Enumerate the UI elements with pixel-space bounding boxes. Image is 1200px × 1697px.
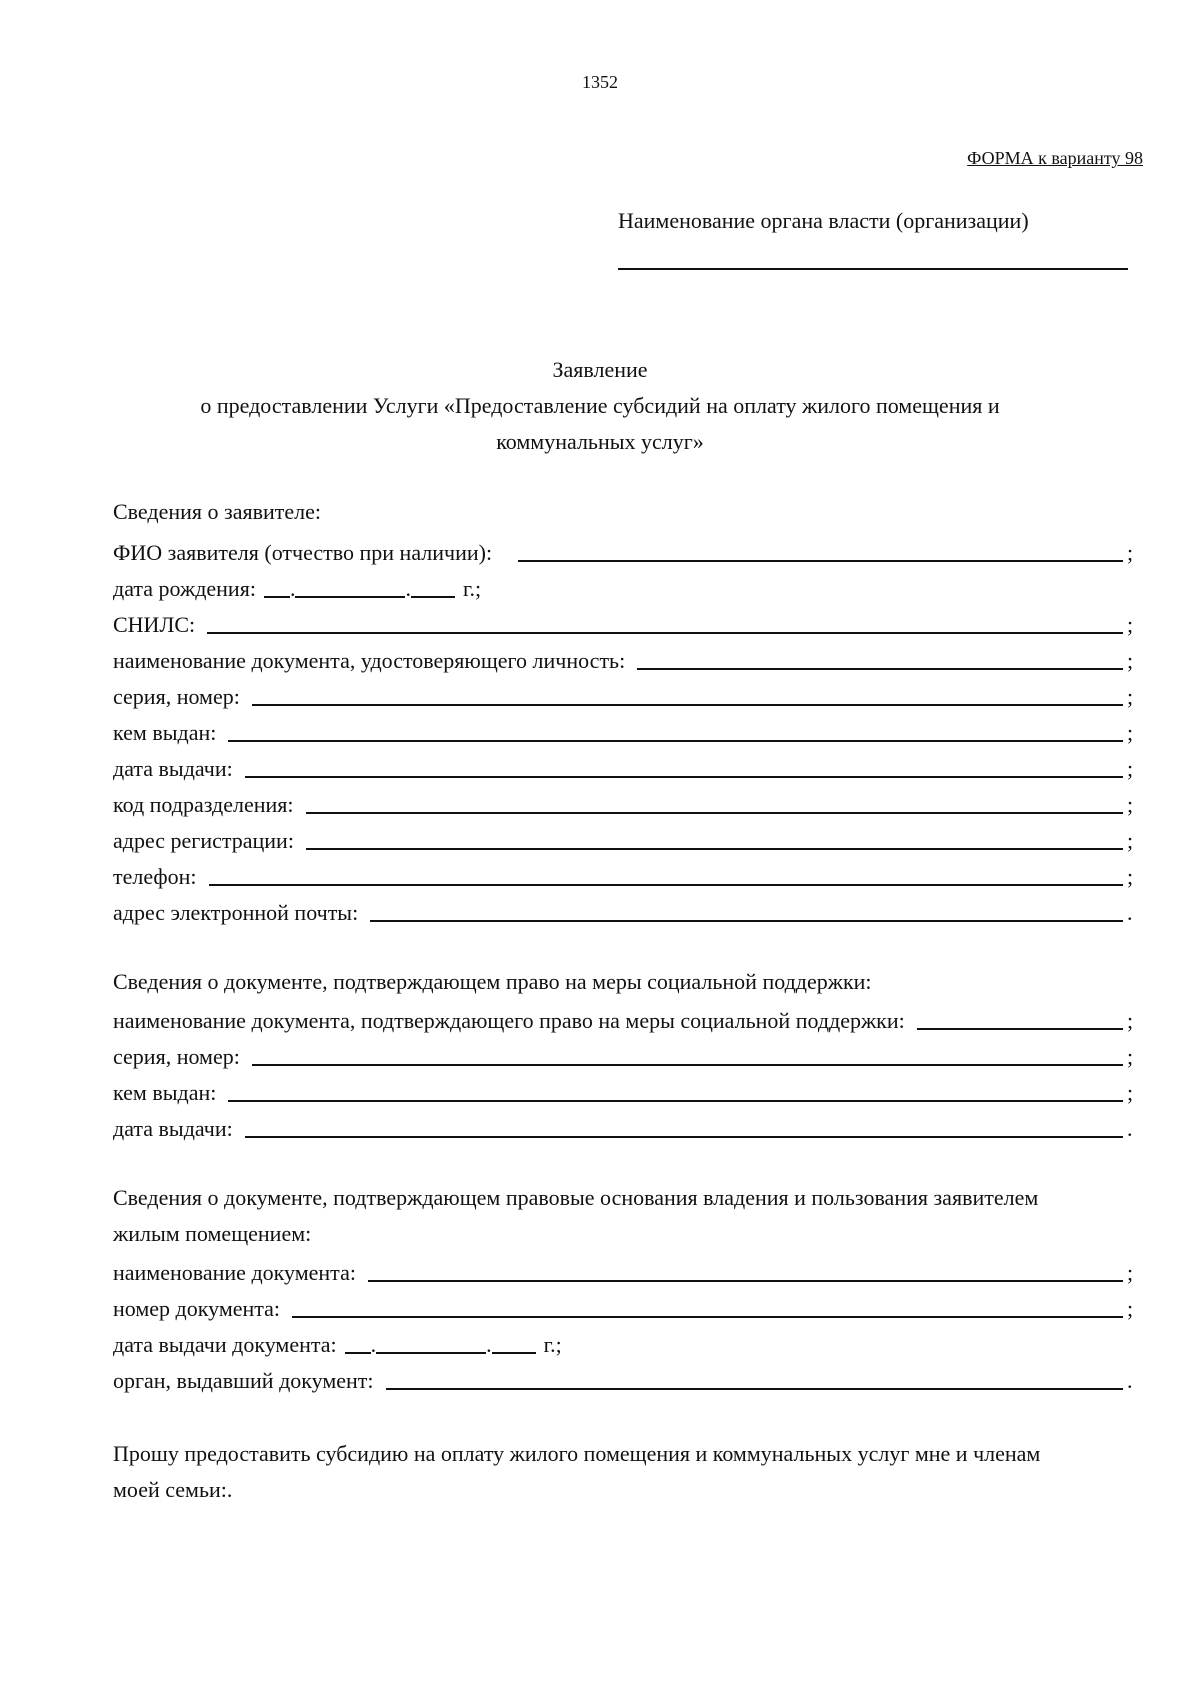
page-number: 1352: [582, 72, 618, 92]
email-row: [113, 892, 1137, 928]
phone-field[interactable]: [209, 864, 1123, 886]
series-end: ;: [1127, 684, 1134, 709]
ownership-day-field[interactable]: [345, 1332, 371, 1354]
reg-address-row: [113, 820, 1137, 856]
ownership-issuer-label: орган, выдавший документ:: [113, 1368, 374, 1393]
ownership-heading-line-1: Сведения о документе, подтверждающем правовые основания владения и пользования заявителем: [113, 1185, 1039, 1210]
email-end: .: [1127, 900, 1133, 925]
fio-label: ФИО заявителя (отчество при наличии):: [113, 540, 493, 565]
birth-month-field[interactable]: [295, 576, 405, 598]
id-doc-field[interactable]: [637, 648, 1123, 670]
issue-date-row: [113, 748, 1137, 784]
phone-label: телефон:: [113, 864, 197, 889]
ownership-doc-number-label: номер документа:: [113, 1296, 281, 1321]
phone-end: ;: [1127, 864, 1134, 889]
support-series-end: ;: [1127, 1044, 1134, 1069]
fio-field[interactable]: [518, 540, 1123, 562]
birth-suffix: г.;: [462, 576, 482, 601]
support-issued-by-row: [113, 1072, 1137, 1108]
support-issued-by-end: ;: [1127, 1080, 1134, 1105]
support-series-row: [113, 1036, 1137, 1072]
issued-by-field[interactable]: [228, 720, 1123, 742]
dept-code-row: [113, 784, 1137, 820]
support-issue-date-end: .: [1127, 1116, 1133, 1141]
dept-code-end: ;: [1127, 792, 1134, 817]
phone-row: [113, 856, 1137, 892]
birth-sep-2: .: [405, 576, 411, 601]
issue-date-label: дата выдачи:: [113, 756, 233, 781]
birth-day-field[interactable]: [264, 576, 290, 598]
ownership-heading-line-2: жилым помещением:: [113, 1221, 312, 1246]
id-doc-row: [113, 640, 1137, 676]
authority-field[interactable]: [618, 268, 1128, 270]
birth-date-label: дата рождения:: [113, 576, 256, 601]
reg-address-end: ;: [1127, 828, 1134, 853]
ownership-doc-number-field[interactable]: [292, 1296, 1123, 1318]
title-line-1: Заявление: [552, 357, 648, 382]
dept-code-field[interactable]: [306, 792, 1123, 814]
dept-code-label: код подразделения:: [113, 792, 294, 817]
ownership-issue-date-label: дата выдачи документа:: [113, 1332, 337, 1357]
series-field[interactable]: [252, 684, 1123, 706]
issue-date-field[interactable]: [245, 756, 1123, 778]
birth-sep-1: .: [289, 576, 296, 601]
email-label: адрес электронной почты:: [113, 900, 359, 925]
title-line-2: о предоставлении Услуги «Предоставление субсидий на оплату жилого помещения и: [200, 393, 1000, 418]
support-issue-date-row: [113, 1108, 1137, 1144]
ownership-month-field[interactable]: [376, 1332, 486, 1354]
reg-address-field[interactable]: [306, 828, 1123, 850]
request-line-2: моей семьи:.: [113, 1477, 233, 1502]
issue-date-end: ;: [1127, 756, 1134, 781]
fio-end: ;: [1127, 540, 1134, 565]
id-doc-end: ;: [1127, 648, 1134, 673]
document-title: [0, 352, 1200, 460]
ownership-sep-1: .: [370, 1332, 377, 1357]
request-text: [113, 1436, 1137, 1508]
birth-date-row: [113, 568, 481, 604]
snils-label: СНИЛС:: [113, 612, 196, 637]
ownership-doc-name-row: [113, 1252, 1137, 1288]
snils-end: ;: [1127, 612, 1134, 637]
support-doc-name-row: [113, 1000, 1137, 1036]
ownership-issuer-field[interactable]: [386, 1368, 1123, 1390]
series-label: серия, номер:: [113, 684, 240, 709]
ownership-doc-number-end: ;: [1127, 1296, 1134, 1321]
request-line-1: Прошу предоставить субсидию на оплату жилого помещения и коммунальных услуг мне и членам: [113, 1441, 1041, 1466]
support-series-field[interactable]: [252, 1044, 1123, 1066]
series-row: [113, 676, 1137, 712]
applicant-heading: Сведения о заявителе:: [113, 499, 322, 524]
id-doc-label: наименование документа, удостоверяющего личность:: [113, 648, 626, 673]
snils-row: [113, 604, 1137, 640]
title-line-3: коммунальных услуг»: [496, 429, 704, 454]
email-field[interactable]: [370, 900, 1123, 922]
snils-field[interactable]: [207, 612, 1123, 634]
support-doc-name-end: ;: [1127, 1008, 1134, 1033]
support-doc-name-field[interactable]: [917, 1008, 1123, 1030]
ownership-issuer-row: [113, 1360, 1137, 1396]
support-issue-date-field[interactable]: [245, 1116, 1123, 1138]
ownership-year-field[interactable]: [492, 1332, 536, 1354]
reg-address-label: адрес регистрации:: [113, 828, 294, 853]
issued-by-end: ;: [1127, 720, 1134, 745]
ownership-heading: [113, 1180, 1137, 1252]
ownership-sep-2: .: [486, 1332, 492, 1357]
support-issue-date-label: дата выдачи:: [113, 1116, 233, 1141]
support-doc-name-label: наименование документа, подтверждающего право на меры социальной поддержки:: [113, 1008, 905, 1033]
support-issued-by-field[interactable]: [228, 1080, 1123, 1102]
authority-label: Наименование органа власти (организации): [618, 208, 1029, 233]
ownership-doc-name-end: ;: [1127, 1260, 1134, 1285]
issued-by-row: [113, 712, 1137, 748]
support-series-label: серия, номер:: [113, 1044, 240, 1069]
birth-year-field[interactable]: [411, 576, 455, 598]
support-issued-by-label: кем выдан:: [113, 1080, 217, 1105]
support-doc-heading: Сведения о документе, подтверждающем право на меры социальной поддержки:: [113, 969, 872, 994]
ownership-issuer-end: .: [1127, 1368, 1133, 1393]
ownership-doc-name-label: наименование документа:: [113, 1260, 356, 1285]
fio-row: [113, 532, 1137, 568]
ownership-issue-date-row: [113, 1324, 562, 1360]
ownership-doc-name-field[interactable]: [368, 1260, 1123, 1282]
ownership-doc-number-row: [113, 1288, 1137, 1324]
form-reference: ФОРМА к варианту 98: [967, 148, 1143, 168]
ownership-issue-suffix: г.;: [543, 1332, 562, 1357]
issued-by-label: кем выдан:: [113, 720, 217, 745]
